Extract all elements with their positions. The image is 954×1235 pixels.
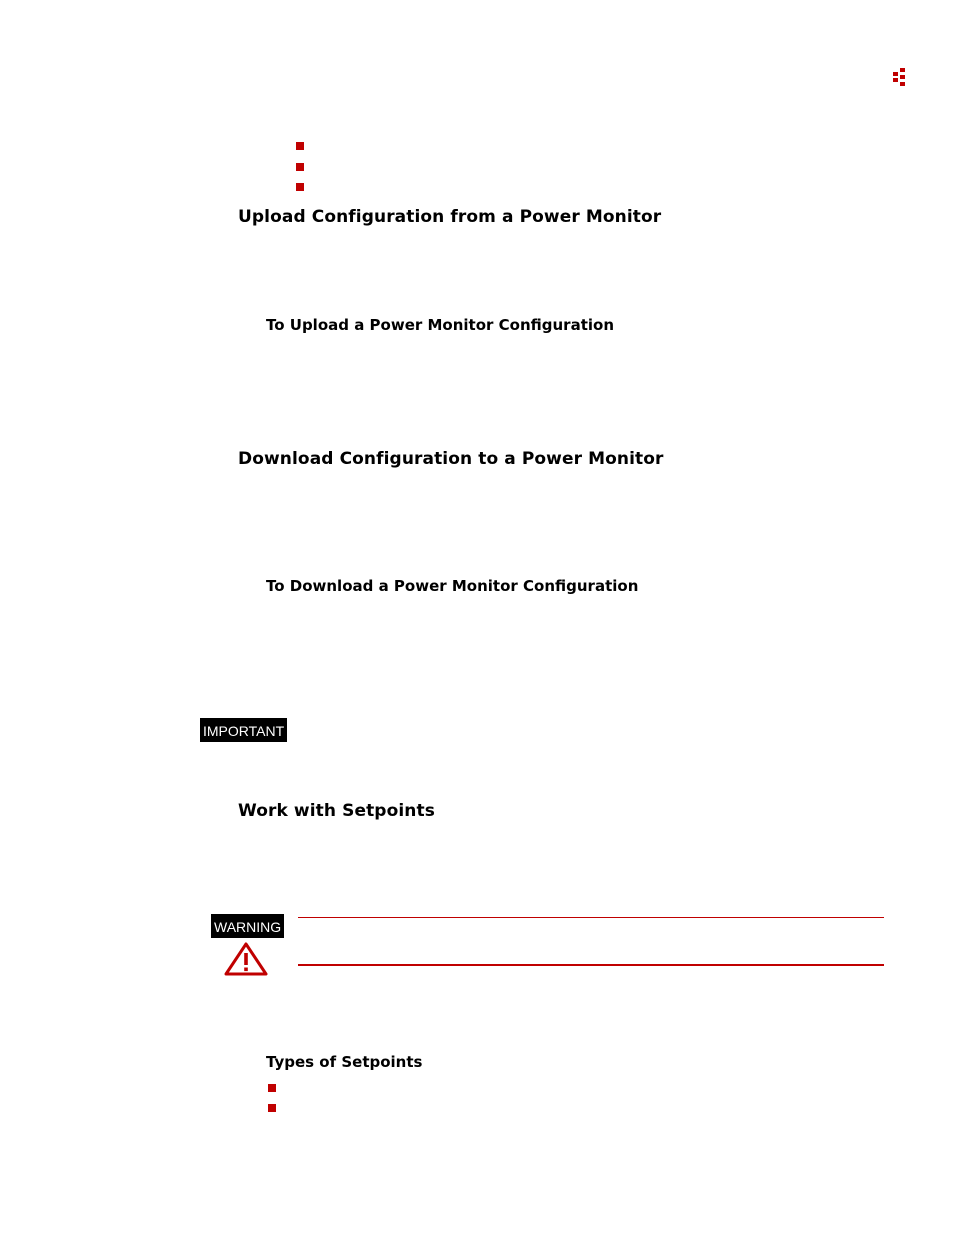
bullet-marker — [296, 142, 304, 150]
bullet-marker — [268, 1104, 276, 1112]
download-heading: Download Configuration to a Power Monitor — [238, 449, 664, 469]
setpoints-heading: Work with Setpoints — [238, 801, 435, 821]
warning-bottom-rule — [298, 964, 884, 966]
warning-top-rule — [298, 917, 884, 918]
warning-triangle-icon — [223, 941, 269, 977]
bullet-marker — [296, 163, 304, 171]
types-heading: Types of Setpoints — [266, 1053, 423, 1071]
bullet-marker — [268, 1084, 276, 1092]
upload-heading: Upload Configuration from a Power Monitor — [238, 207, 662, 227]
dotted-logo-icon — [892, 68, 906, 86]
upload-procedure-heading: To Upload a Power Monitor Configuration — [266, 316, 614, 334]
download-procedure-heading: To Download a Power Monitor Configuration — [266, 577, 639, 595]
bullet-marker — [296, 183, 304, 191]
warning-badge: WARNING — [211, 914, 284, 938]
important-badge: IMPORTANT — [200, 718, 287, 742]
